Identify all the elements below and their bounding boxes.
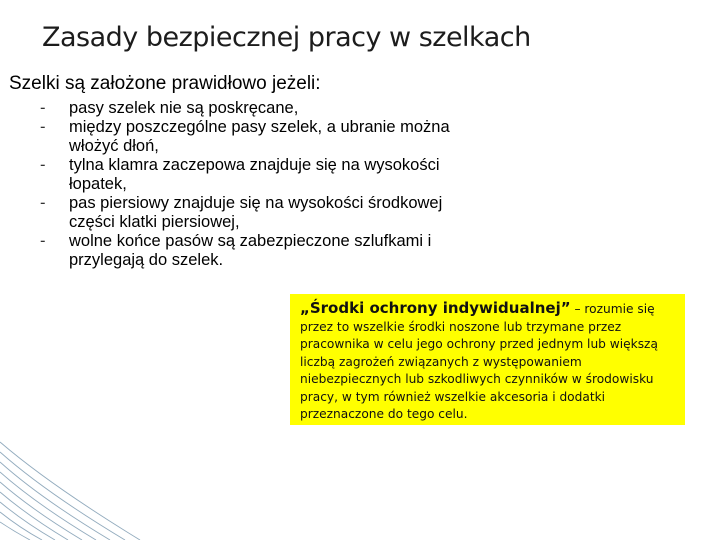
bullet-item <box>40 194 470 232</box>
bullet-list <box>40 99 470 270</box>
definition-text: – rozumie się przez to wszelkie środki noszone lub trzymane przez pracownika w celu jego ochrony przed jednym lub większą liczbą zagrożeń związanych z występowaniem niebezpiecznych lub szkodliwych czynników w środowisku pracy, w tym również wszelkie akcesoria i dodatki przeznaczone do tego celu. <box>300 302 658 421</box>
definition-box <box>290 294 685 425</box>
bullet-item <box>40 156 470 194</box>
bullet-dash: - <box>40 156 46 174</box>
bullet-dash: - <box>40 99 46 117</box>
slide-title: Zasady bezpiecznej pracy w szelkach <box>42 22 531 53</box>
bullet-text: wolne końce pasów są zabezpieczone szlufkami i przylegają do szelek. <box>69 232 432 269</box>
bullet-item <box>40 118 470 156</box>
bullet-dash: - <box>40 118 46 136</box>
intro-text: Szelki są założone prawidłowo jeżeli: <box>9 73 321 94</box>
bullet-text: pasy szelek nie są poskręcane, <box>69 99 299 117</box>
decorative-lines <box>0 430 160 540</box>
bullet-text: tylna klamra zaczepowa znajduje się na wysokości łopatek, <box>69 156 440 193</box>
bullet-dash: - <box>40 232 46 250</box>
bullet-item <box>40 99 470 118</box>
bullet-text: między poszczególne pasy szelek, a ubranie można włożyć dłoń, <box>69 118 450 155</box>
bullet-text: pas piersiowy znajduje się na wysokości środkowej części klatki piersiowej, <box>69 194 443 231</box>
definition-term: „Środki ochrony indywidualnej” <box>300 299 571 317</box>
bullet-dash: - <box>40 194 46 212</box>
bullet-item <box>40 232 470 270</box>
